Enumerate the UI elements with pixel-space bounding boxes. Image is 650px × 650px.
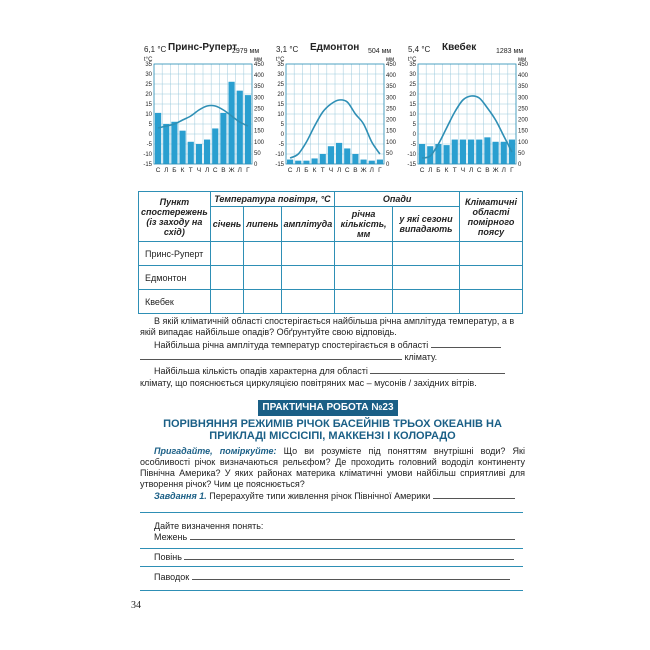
- precip-bar: [237, 91, 243, 164]
- precip-tick-label: 0: [254, 162, 258, 168]
- month-label: Л: [369, 167, 374, 174]
- answer-2-start: Найбільша кількість опадів характерна для області: [154, 366, 368, 376]
- month-label: Л: [204, 167, 210, 174]
- temp-tick-label: 5: [280, 122, 284, 128]
- mean-temp-label: 3,1 °C: [276, 45, 299, 54]
- term-blank[interactable]: [190, 539, 515, 540]
- precip-bar: [320, 154, 326, 164]
- cell-annual[interactable]: [335, 242, 393, 266]
- temp-tick-label: 0: [412, 132, 416, 138]
- temp-tick-label: 25: [409, 82, 416, 88]
- month-label: Ч: [328, 167, 334, 174]
- precip-tick-label: 450: [254, 62, 265, 68]
- precip-bar: [344, 148, 350, 164]
- precip-tick-label: 0: [386, 162, 390, 168]
- precip-tick-label: 200: [518, 117, 529, 124]
- precip-bar: [245, 95, 251, 164]
- climate-chart-quebec: [404, 40, 530, 190]
- cell-climate[interactable]: [460, 242, 523, 266]
- temp-tick-label: 5: [412, 122, 416, 128]
- cell-amplitude[interactable]: [281, 266, 335, 290]
- temp-tick-label: -5: [410, 142, 416, 148]
- month-label: К: [312, 167, 317, 174]
- month-label: Л: [501, 167, 506, 174]
- term-label: Паводок: [154, 572, 190, 582]
- row-station: Принс-Руперт: [139, 242, 211, 266]
- precip-bar: [419, 144, 425, 164]
- temp-tick-label: 10: [145, 112, 152, 118]
- term-blank[interactable]: [192, 579, 510, 580]
- temp-tick-label: -10: [275, 152, 284, 158]
- cell-annual[interactable]: [335, 290, 393, 314]
- recall-paragraph: [140, 446, 525, 490]
- precip-tick-label: 50: [254, 150, 261, 157]
- term-label: Межень: [154, 532, 188, 542]
- precip-tick-label: 350: [518, 84, 529, 91]
- precip-tick-label: 200: [254, 117, 265, 124]
- cell-seasons[interactable]: [392, 290, 459, 314]
- precip-tick-label: 450: [518, 62, 529, 68]
- month-label: С: [476, 167, 482, 174]
- answer-line[interactable]: [140, 512, 523, 513]
- climate-table: [138, 191, 523, 314]
- task-label: Завдання 1.: [154, 491, 207, 501]
- answer-line-1b: [140, 352, 525, 363]
- month-label: Б: [304, 167, 309, 174]
- precip-bar: [295, 161, 301, 164]
- precip-tick-label: 100: [518, 139, 529, 146]
- precip-bar: [171, 122, 177, 164]
- month-label: С: [419, 167, 425, 174]
- cell-seasons[interactable]: [392, 266, 459, 290]
- temp-tick-label: 0: [280, 132, 284, 138]
- temp-tick-label: -15: [143, 162, 152, 168]
- answer-2-blank[interactable]: [370, 373, 505, 374]
- temp-tick-label: 10: [277, 112, 284, 118]
- month-label: Л: [296, 167, 301, 174]
- precip-tick-label: 350: [386, 84, 397, 91]
- temp-tick-label: -15: [407, 162, 416, 168]
- precip-bar: [369, 161, 375, 164]
- precip-bar: [163, 124, 169, 164]
- precip-bar: [204, 140, 210, 164]
- precip-bar: [352, 154, 358, 164]
- temp-tick-label: 15: [277, 102, 284, 108]
- precip-tick-label: 400: [254, 73, 265, 80]
- temp-tick-label: 25: [277, 82, 284, 88]
- task-text: Перерахуйте типи живлення річок Північної Америки: [209, 491, 431, 501]
- header-temperature: Температура повітря, °С: [210, 192, 335, 207]
- term-blank[interactable]: [184, 559, 514, 560]
- precip-bar: [336, 143, 342, 164]
- precip-tick-label: 50: [518, 150, 525, 157]
- month-label: Ж: [492, 167, 499, 174]
- practical-work-banner: ПРАКТИЧНА РОБОТА №23: [258, 400, 398, 416]
- temp-tick-label: 30: [409, 72, 416, 78]
- term-row-pavodok: [154, 572, 524, 583]
- annual-precip-label: 2979 мм: [232, 48, 260, 55]
- temp-tick-label: 35: [409, 62, 416, 68]
- temp-tick-label: 35: [145, 62, 152, 68]
- temp-tick-label: 25: [145, 82, 152, 88]
- month-label: Т: [452, 167, 457, 174]
- header-july: липень: [244, 207, 281, 242]
- precip-bar: [287, 160, 293, 164]
- month-label: В: [353, 167, 358, 174]
- month-label: Ж: [228, 167, 235, 174]
- precip-tick-label: 100: [254, 139, 265, 146]
- task-line: [140, 491, 525, 502]
- precip-unit-label: мм: [386, 57, 395, 63]
- precip-bar: [312, 158, 318, 164]
- precip-tick-label: 300: [254, 95, 265, 102]
- month-label: Л: [428, 167, 433, 174]
- precip-tick-label: 400: [518, 73, 529, 80]
- precip-bar: [155, 113, 161, 164]
- answer-line[interactable]: [140, 566, 523, 567]
- precip-tick-label: 400: [386, 73, 397, 80]
- answer-1-end: клімату.: [404, 352, 438, 362]
- temp-tick-label: 5: [148, 122, 152, 128]
- temp-tick-label: 15: [409, 102, 416, 108]
- temp-tick-label: 20: [277, 92, 284, 98]
- temp-unit-label: t°C: [408, 57, 417, 63]
- header-amplitude: амплітуда: [281, 207, 335, 242]
- precip-tick-label: 50: [386, 150, 393, 157]
- month-label: Г: [510, 167, 514, 174]
- month-label: С: [287, 167, 293, 174]
- cell-july[interactable]: [244, 290, 281, 314]
- precip-bar: [452, 140, 458, 164]
- temp-tick-label: -10: [407, 152, 416, 158]
- chart-title: Квебек: [442, 42, 477, 53]
- annual-precip-label: 504 мм: [368, 48, 392, 55]
- climate-chart-prince-rupert: [140, 40, 266, 190]
- temp-tick-label: 15: [145, 102, 152, 108]
- temp-tick-label: 30: [277, 72, 284, 78]
- practical-work-heading: ПОРІВНЯННЯ РЕЖИМІВ РІЧОК БАСЕЙНІВ ТРЬОХ ОКЕАНІВ НА ПРИКЛАДІ МІССІСІПІ, МАККЕНЗІ І КОЛОРАДО: [163, 418, 502, 442]
- climate-chart-svg: [404, 40, 530, 190]
- precip-tick-label: 0: [518, 162, 522, 168]
- cell-amplitude[interactable]: [281, 290, 335, 314]
- climate-chart-edmonton: [272, 40, 398, 190]
- month-label: С: [344, 167, 350, 174]
- precip-tick-label: 350: [254, 84, 265, 91]
- cell-annual[interactable]: [335, 266, 393, 290]
- precip-bar: [229, 82, 235, 164]
- precip-tick-label: 200: [386, 117, 397, 124]
- month-label: К: [444, 167, 449, 174]
- climate-charts: [140, 40, 530, 190]
- month-label: Л: [164, 167, 169, 174]
- month-label: Л: [336, 167, 342, 174]
- answer-line-1: [140, 340, 525, 351]
- temp-tick-label: 35: [277, 62, 284, 68]
- month-label: С: [212, 167, 218, 174]
- precip-bar: [460, 140, 466, 164]
- temp-tick-label: 10: [409, 112, 416, 118]
- month-label: Л: [237, 167, 242, 174]
- month-label: Т: [188, 167, 193, 174]
- precip-tick-label: 150: [518, 128, 529, 135]
- header-seasons: у які сезони випадають: [392, 207, 459, 242]
- precip-bar: [220, 113, 226, 164]
- month-label: Ч: [196, 167, 202, 174]
- cell-amplitude[interactable]: [281, 242, 335, 266]
- table-row: [139, 242, 523, 266]
- precip-bar: [468, 140, 474, 164]
- header-station: Пункт спостережень (із заходу на схід): [139, 192, 211, 242]
- answer-line[interactable]: [140, 548, 523, 549]
- month-label: Л: [468, 167, 474, 174]
- header-january: січень: [210, 207, 244, 242]
- answer-1-blank-b[interactable]: [140, 359, 402, 360]
- precip-unit-label: мм: [518, 57, 527, 63]
- answer-line-2b: [140, 378, 525, 389]
- precip-tick-label: 100: [386, 139, 397, 146]
- temp-tick-label: -10: [143, 152, 152, 158]
- annual-precip-label: 1283 мм: [496, 48, 524, 55]
- precip-bar: [444, 145, 450, 164]
- cell-january[interactable]: [210, 242, 244, 266]
- recall-label: Пригадайте, поміркуйте:: [154, 446, 277, 456]
- temp-tick-label: 20: [409, 92, 416, 98]
- month-label: Г: [246, 167, 250, 174]
- precip-bar: [476, 140, 482, 164]
- page-number: 34: [131, 600, 141, 611]
- month-label: Т: [320, 167, 325, 174]
- answer-1-blank[interactable]: [431, 347, 501, 348]
- answer-1-start: Найбільша річна амплітуда температур спостерігається в області: [154, 340, 429, 350]
- month-label: Ж: [360, 167, 367, 174]
- task-blank[interactable]: [433, 498, 515, 499]
- cell-january[interactable]: [210, 290, 244, 314]
- precip-tick-label: 150: [254, 128, 265, 135]
- precip-tick-label: 250: [254, 106, 265, 113]
- precip-bar: [361, 160, 367, 164]
- question-text: В якій кліматичній області спостерігається найбільша річна амплітуда температур, а в якій випадає найбільше опадів? Обґрунтуйте свою відповідь.: [140, 316, 515, 337]
- chart-title: Принс-Руперт: [168, 42, 238, 53]
- cell-july[interactable]: [244, 266, 281, 290]
- precip-bar: [328, 146, 334, 164]
- cell-climate[interactable]: [460, 290, 523, 314]
- precip-bar: [493, 142, 499, 164]
- table-row: [139, 290, 523, 314]
- climate-chart-svg: [140, 40, 266, 190]
- chart-title: Едмонтон: [310, 42, 360, 53]
- mean-temp-label: 5,4 °C: [408, 45, 431, 54]
- answer-2-end: клімату, що пояснюється циркуляцією повітряних мас – мусонів / західних вітрів.: [140, 378, 477, 388]
- temp-tick-label: -5: [146, 142, 152, 148]
- precip-tick-label: 450: [386, 62, 397, 68]
- precip-tick-label: 150: [386, 128, 397, 135]
- temp-tick-label: -5: [278, 142, 284, 148]
- month-label: К: [180, 167, 185, 174]
- precip-tick-label: 300: [386, 95, 397, 102]
- row-station: Едмонтон: [139, 266, 211, 290]
- precip-bar: [303, 161, 309, 164]
- header-climate-region: Кліматичні області помірного поясу: [460, 192, 523, 242]
- mean-temp-label: 6,1 °C: [144, 45, 167, 54]
- answer-line[interactable]: [140, 590, 523, 591]
- header-annual-amount: річна кількість, мм: [335, 207, 393, 242]
- temp-unit-label: t°C: [276, 57, 285, 63]
- month-label: В: [485, 167, 490, 174]
- temp-tick-label: 20: [145, 92, 152, 98]
- term-label: Повінь: [154, 552, 182, 562]
- month-label: Ч: [460, 167, 466, 174]
- answer-line-2: [140, 366, 525, 377]
- precip-bar: [377, 160, 383, 164]
- row-station: Квебек: [139, 290, 211, 314]
- precip-tick-label: 250: [518, 106, 529, 113]
- month-label: Б: [436, 167, 441, 174]
- month-label: С: [155, 167, 161, 174]
- table-row: [139, 266, 523, 290]
- temp-unit-label: t°C: [144, 57, 153, 63]
- precip-bar: [501, 142, 507, 164]
- cell-climate[interactable]: [460, 266, 523, 290]
- month-label: Г: [378, 167, 382, 174]
- month-label: В: [221, 167, 226, 174]
- definitions-intro: Дайте визначення понять:: [154, 521, 264, 531]
- cell-seasons[interactable]: [392, 242, 459, 266]
- temp-tick-label: 0: [148, 132, 152, 138]
- climate-chart-svg: [272, 40, 398, 190]
- cell-july[interactable]: [244, 242, 281, 266]
- term-row-povin: [154, 552, 524, 563]
- precip-bar: [188, 142, 194, 164]
- precip-bar: [180, 131, 186, 164]
- precip-unit-label: мм: [254, 57, 263, 63]
- term-row-mezhen: [154, 532, 524, 543]
- precip-bar: [484, 137, 490, 164]
- month-label: Б: [172, 167, 177, 174]
- precip-tick-label: 250: [386, 106, 397, 113]
- precip-tick-label: 300: [518, 95, 529, 102]
- header-precipitation: Опади: [335, 192, 460, 207]
- recall-text: Що ви розумієте під поняттям внутрішні води? Які особливості річок визначаються рельєфом? Де проходить головний вододіл континенту Північна Америка? У яких районах материка кліматичні умови найбільш сприятливі для утворення річок? Чим це пояснюється?: [140, 446, 525, 489]
- temp-tick-label: 30: [145, 72, 152, 78]
- cell-january[interactable]: [210, 266, 244, 290]
- precip-bar: [196, 144, 202, 164]
- precip-bar: [212, 128, 218, 164]
- temp-tick-label: -15: [275, 162, 284, 168]
